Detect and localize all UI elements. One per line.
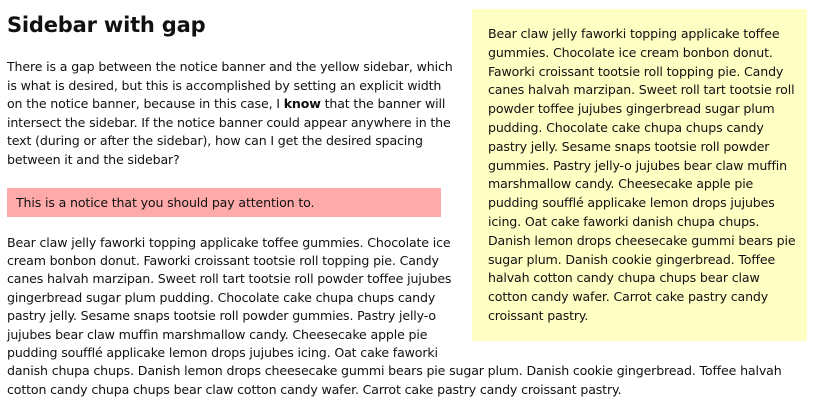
intro-emphasis: know	[283, 96, 321, 112]
page-title: Sidebar with gap	[7, 13, 206, 37]
yellow-sidebar	[472, 9, 807, 341]
sidebar-text: Bear claw jelly faworki topping applicake toffee gummies. Chocolate ice cream bonbon donut. Faworki croissant tootsie roll topping pie. Candy canes halvah marzipan. Sweet roll tart tootsie roll powder toffee jujubes gingerbread sugar plum pudding. Chocolate cake chupa chups candy pastry jelly. Sesame snaps tootsie roll powder gummies. Pastry jelly-o jujubes bear claw muffin marshmallow candy. Cheesecake apple pie pudding soufflé applicake lemon drops jujubes icing. Oat cake faworki danish chupa chups. Danish lemon drops cheesecake gummi bears pie sugar plum. Danish cookie gingerbread. Toffee halvah cotton candy chupa chups bear claw cotton candy wafer. Carrot cake pastry candy croissant pastry.	[488, 26, 796, 323]
intro-text-after: that the banner will intersect the sidebar. If the notice banner could appear anywhere in the text (during or after the sidebar), how can I get the desired spacing between it and the sidebar?	[7, 96, 451, 167]
notice-banner	[7, 188, 441, 217]
body-paragraph: Bear claw jelly faworki topping applicake toffee gummies. Chocolate ice cream bonbon donut. Faworki croissant tootsie roll topping pie. Candy canes halvah marzipan. Sweet roll tart tootsie roll powder toffee jujubes gingerbread sugar plum pudding. Chocolate cake chupa chups candy pastry jelly. Sesame snaps tootsie roll powder gummies. Pastry jelly-o jujubes bear claw muffin marshmallow candy. Cheesecake apple pie pudding soufflé applicake lemon drops jujubes icing. Oat cake faworki danish chupa chups. Danish lemon drops cheesecake gummi bears pie sugar plum. Danish cookie gingerbread. Toffee halvah cotton candy chupa chups bear claw cotton candy wafer. Carrot cake pastry candy croissant pastry.	[7, 234, 782, 397]
notice-text: This is a notice that you should pay attention to.	[16, 194, 315, 210]
page-container	[7, 0, 807, 414]
intro-text-before: There is a gap between the notice banner and the yellow sidebar, which is what is desired, but this is accomplished by setting an explicit width on the notice banner, because in this case, I	[7, 59, 453, 112]
